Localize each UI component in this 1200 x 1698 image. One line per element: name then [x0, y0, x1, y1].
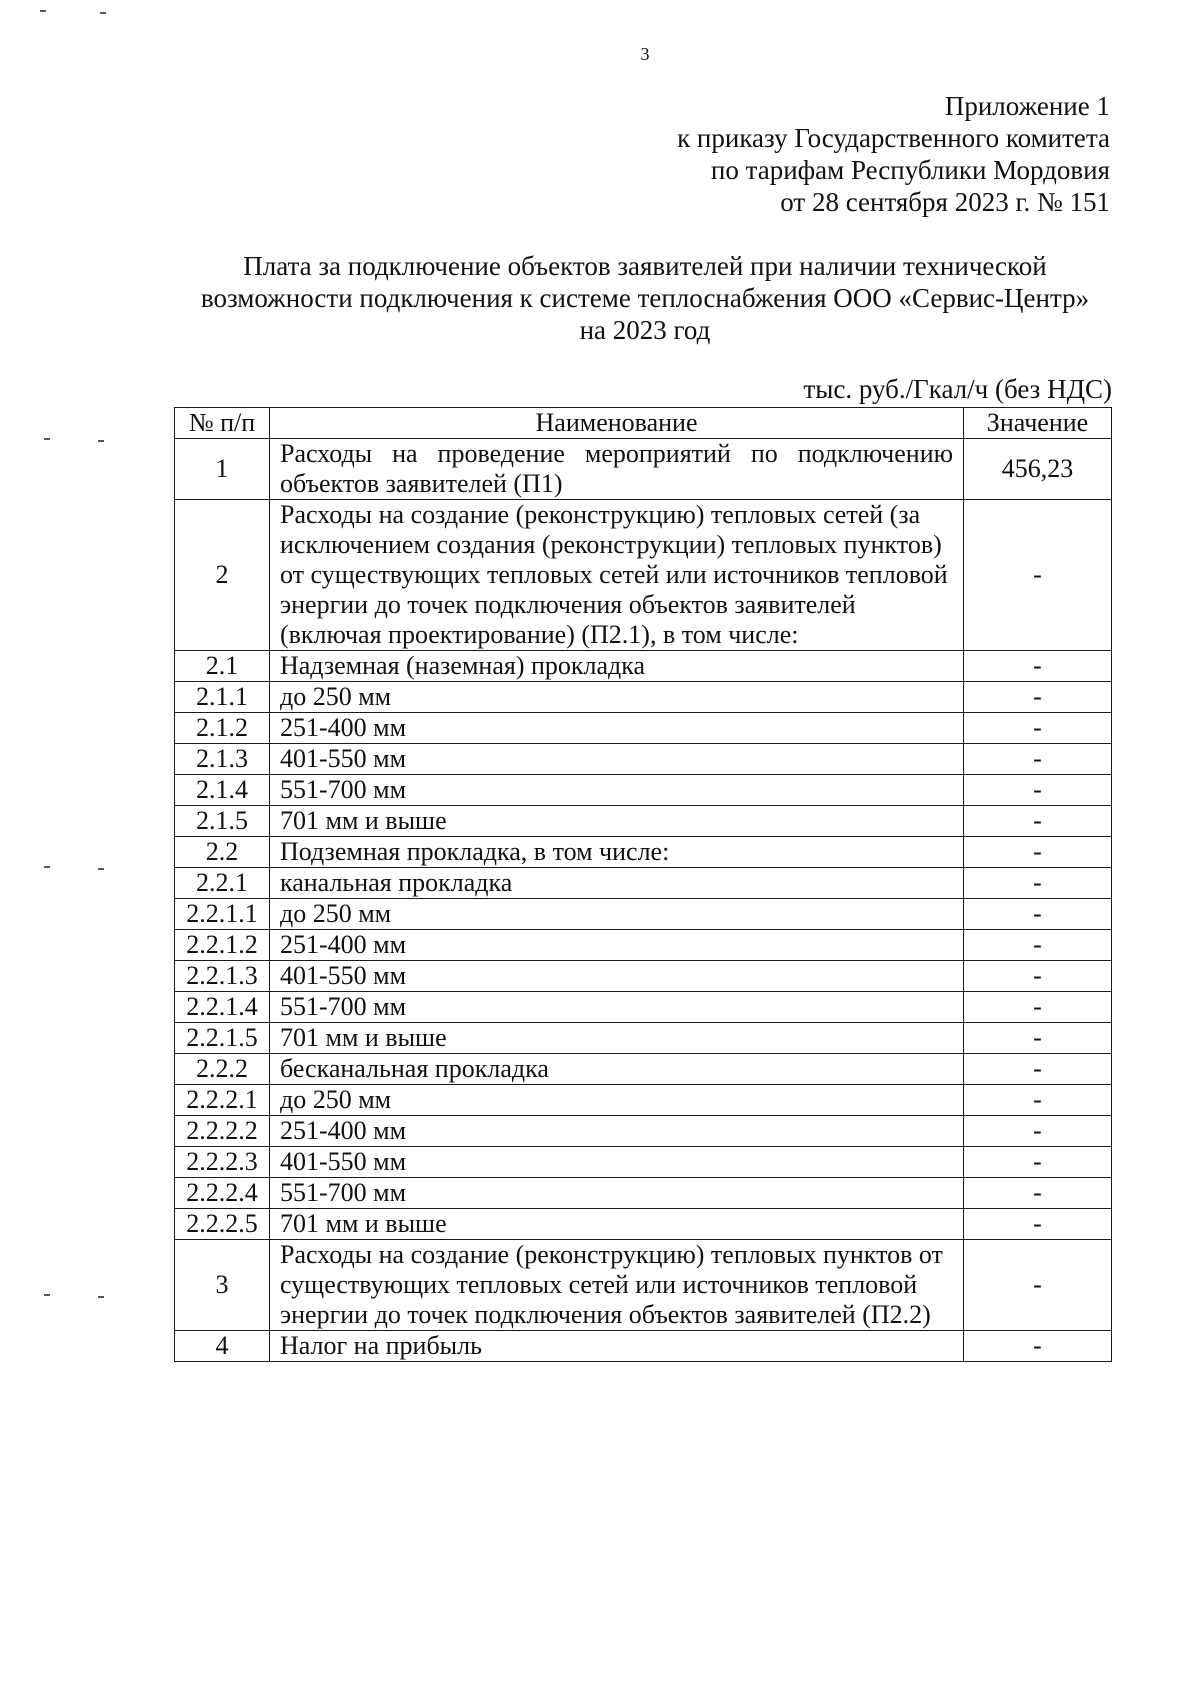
row-value: -	[964, 1023, 1112, 1054]
row-number: 2.1.3	[175, 744, 270, 775]
header-value: Значение	[964, 408, 1112, 439]
row-value: -	[964, 1240, 1112, 1331]
tariff-table	[174, 407, 1112, 1362]
table-row	[175, 1240, 1112, 1331]
scan-mark	[44, 438, 50, 440]
row-number: 2.2.2	[175, 1054, 270, 1085]
table-row	[175, 837, 1112, 868]
table-row	[175, 1085, 1112, 1116]
row-name: 401-550 мм	[269, 744, 963, 775]
row-number: 2.2.1.5	[175, 1023, 270, 1054]
appendix-line: от 28 сентября 2023 г. № 151	[780, 187, 1110, 217]
row-name: 551-700 мм	[269, 992, 963, 1023]
title-line: на 2023 год	[579, 315, 711, 345]
row-number: 1	[175, 439, 270, 500]
table-row	[175, 439, 1112, 500]
table-row	[175, 775, 1112, 806]
row-number: 2	[175, 500, 270, 651]
table-row	[175, 682, 1112, 713]
table-row	[175, 961, 1112, 992]
row-name: 701 мм и выше	[269, 1023, 963, 1054]
row-value: -	[964, 1116, 1112, 1147]
row-name: Расходы на создание (реконструкцию) тепловых сетей (за исключением создания (реконструкции) тепловых пунктов) от существующих тепловых сетей или источников тепловой энергии до точек подключения объектов заявителей (включая проектирование) (П2.1), в том числе:	[269, 500, 963, 651]
row-number: 2.2.2.4	[175, 1178, 270, 1209]
title-line: Плата за подключение объектов заявителей при наличии технической	[243, 251, 1047, 281]
row-number: 2.1.4	[175, 775, 270, 806]
row-number: 2.1.5	[175, 806, 270, 837]
table-header-row	[175, 408, 1112, 439]
row-value: -	[964, 961, 1112, 992]
table-row	[175, 1209, 1112, 1240]
appendix-line: Приложение 1	[944, 91, 1110, 121]
row-name: Налог на прибыль	[269, 1331, 963, 1362]
table-body	[175, 439, 1112, 1362]
row-value: -	[964, 651, 1112, 682]
scan-mark	[98, 1296, 104, 1298]
row-value: -	[964, 1209, 1112, 1240]
header-num: № п/п	[175, 408, 270, 439]
row-name: 701 мм и выше	[269, 806, 963, 837]
table-row	[175, 1054, 1112, 1085]
row-name: бесканальная прокладка	[269, 1054, 963, 1085]
row-value: -	[964, 1331, 1112, 1362]
row-value: -	[964, 775, 1112, 806]
row-value: -	[964, 837, 1112, 868]
row-number: 4	[175, 1331, 270, 1362]
scan-mark	[44, 866, 50, 868]
table-row	[175, 899, 1112, 930]
row-name: Расходы на создание (реконструкцию) тепловых пунктов от существующих тепловых сетей или источников тепловой энергии до точек подключения объектов заявителей (П2.2)	[269, 1240, 963, 1331]
page-number: 3	[640, 44, 650, 64]
row-value: -	[964, 806, 1112, 837]
row-name: 401-550 мм	[269, 1147, 963, 1178]
table-row	[175, 1023, 1112, 1054]
row-value: -	[964, 682, 1112, 713]
row-number: 2.2.2.5	[175, 1209, 270, 1240]
row-name: 251-400 мм	[269, 713, 963, 744]
table-row	[175, 744, 1112, 775]
table-row	[175, 1147, 1112, 1178]
row-value: -	[964, 1085, 1112, 1116]
row-name: Подземная прокладка, в том числе:	[269, 837, 963, 868]
row-name: до 250 мм	[269, 899, 963, 930]
scan-mark	[98, 440, 104, 442]
row-name: Расходы на проведение мероприятий по подключению объектов заявителей (П1)	[269, 439, 963, 500]
row-value: -	[964, 744, 1112, 775]
header-name: Наименование	[269, 408, 963, 439]
row-name: до 250 мм	[269, 1085, 963, 1116]
row-value: -	[964, 868, 1112, 899]
row-name: 701 мм и выше	[269, 1209, 963, 1240]
row-value: -	[964, 500, 1112, 651]
row-value: -	[964, 899, 1112, 930]
row-value: -	[964, 1054, 1112, 1085]
table-row	[175, 651, 1112, 682]
appendix-line: к приказу Государственного комитета	[677, 123, 1110, 153]
row-number: 2.2	[175, 837, 270, 868]
row-name: 401-550 мм	[269, 961, 963, 992]
scan-mark	[98, 868, 104, 870]
row-name: до 250 мм	[269, 682, 963, 713]
table-row	[175, 930, 1112, 961]
row-number: 2.2.1	[175, 868, 270, 899]
row-number: 3	[175, 1240, 270, 1331]
row-number: 2.2.2.2	[175, 1116, 270, 1147]
row-number: 2.2.1.4	[175, 992, 270, 1023]
row-name: 551-700 мм	[269, 775, 963, 806]
row-value: 456,23	[964, 439, 1112, 500]
table-row	[175, 500, 1112, 651]
row-number: 2.1.1	[175, 682, 270, 713]
row-number: 2.2.1.2	[175, 930, 270, 961]
scan-mark	[40, 10, 46, 12]
appendix-header	[677, 90, 1110, 218]
title-line: возможности подключения к системе теплоснабжения ООО «Сервис-Центр»	[200, 283, 1090, 313]
row-value: -	[964, 930, 1112, 961]
table-row	[175, 868, 1112, 899]
table-row	[175, 1178, 1112, 1209]
document-title	[160, 250, 1130, 346]
row-name: 251-400 мм	[269, 930, 963, 961]
table-row	[175, 992, 1112, 1023]
row-name: 251-400 мм	[269, 1116, 963, 1147]
row-number: 2.2.1.1	[175, 899, 270, 930]
row-number: 2.1	[175, 651, 270, 682]
table-row	[175, 1116, 1112, 1147]
row-name: 551-700 мм	[269, 1178, 963, 1209]
appendix-line: по тарифам Республики Мордовия	[710, 155, 1110, 185]
scan-mark	[44, 1294, 50, 1296]
unit-label: тыс. руб./Гкал/ч (без НДС)	[803, 374, 1112, 404]
table-row	[175, 713, 1112, 744]
row-value: -	[964, 992, 1112, 1023]
row-value: -	[964, 1147, 1112, 1178]
row-number: 2.2.1.3	[175, 961, 270, 992]
table-row	[175, 806, 1112, 837]
row-name: канальная прокладка	[269, 868, 963, 899]
table-row	[175, 1331, 1112, 1362]
row-number: 2.2.2.1	[175, 1085, 270, 1116]
row-number: 2.2.2.3	[175, 1147, 270, 1178]
row-value: -	[964, 1178, 1112, 1209]
row-value: -	[964, 713, 1112, 744]
row-name: Надземная (наземная) прокладка	[269, 651, 963, 682]
row-number: 2.1.2	[175, 713, 270, 744]
scan-mark	[100, 12, 106, 14]
